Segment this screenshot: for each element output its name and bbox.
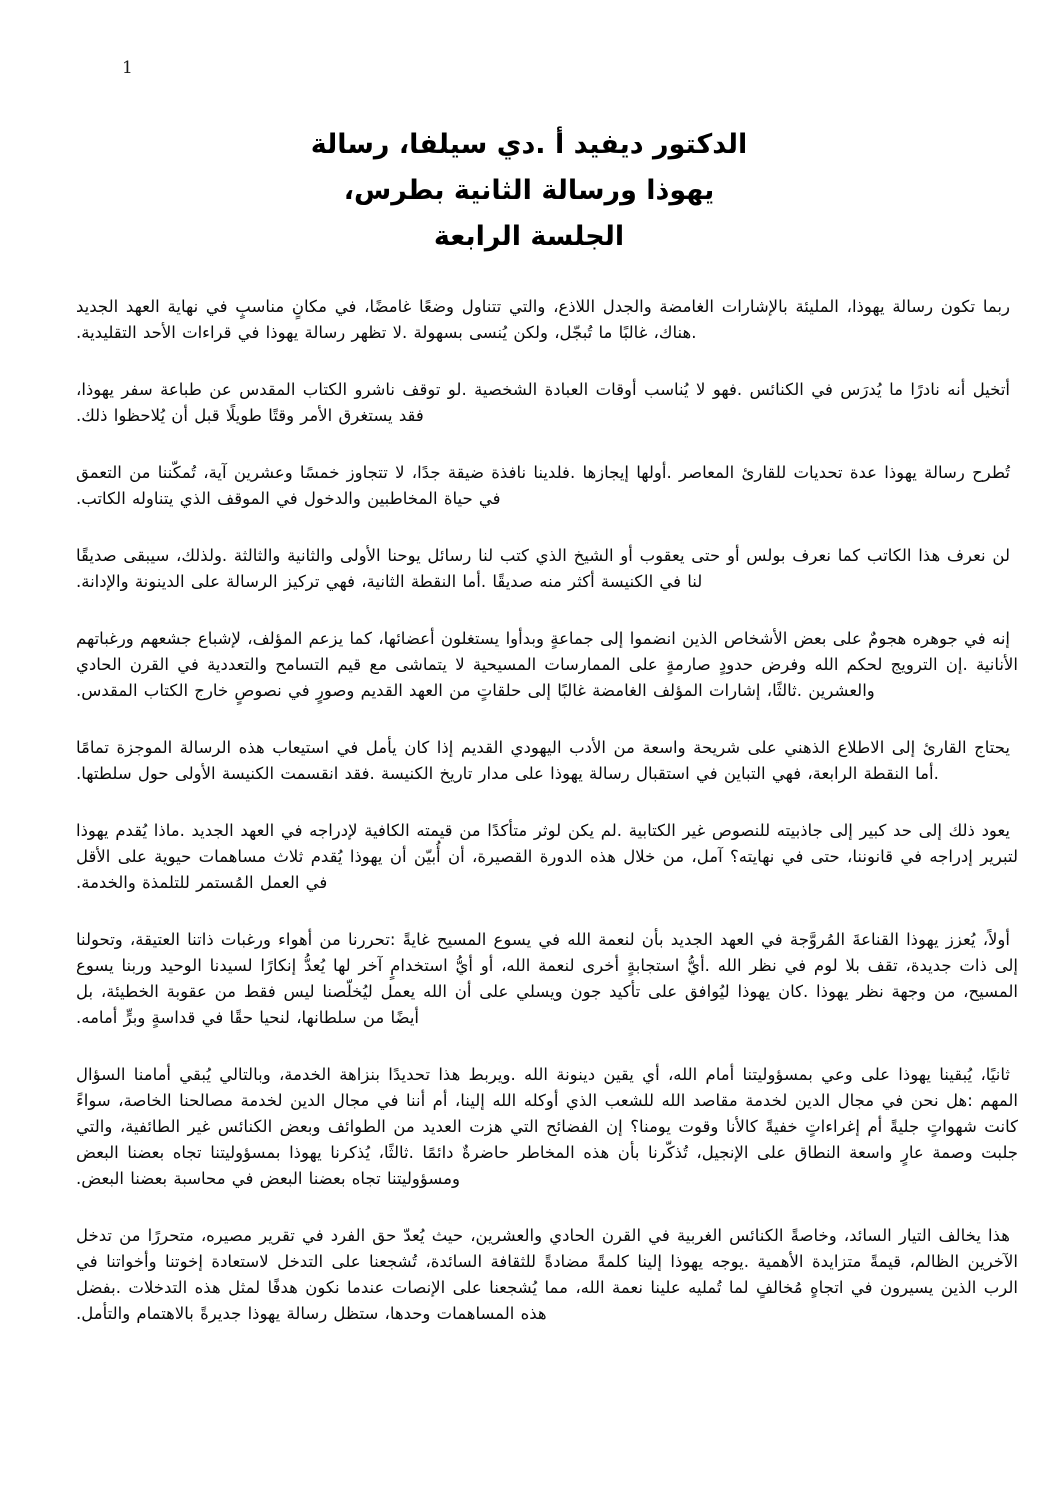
title-line-3: الجلسة الرابعة: [433, 221, 625, 252]
title-line-1: الدكتور ديفيد أ .دي سيلفا، رسالة: [310, 129, 748, 160]
paragraph-9: ثانيًا، يُبقينا يهوذا على وعي بمسؤوليتنا أمام الله، أي يقين دينونة الله .ويربط هذا تحديدًا بنزاهة الخدمة، وبالتالي يُبقي أمامنا السؤال المهم :هل نحن في مجال الدين لخدمة مقاصد الله للشعب الذي أوكله الله إلينا، أم أننا في مجال الدين لخدمة مصالحنا الخاصة، سواءً كانت شهواتٍ جليةً أم إغراءاتٍ خفيةً كالأنا وقوت يومنا؟ إن الفضائح التي هزت العديد من الطوائف وبعض الكنائس غير الطائفية، والتي جلبت وصمة عارٍ واسعة النطاق على الإنجيل، تُذكّرنا بأن هذه المخاطر حاضرةٌ دائمًا .ثالثًا، يُذكرنا يهوذا بمسؤوليتنا تجاه بعضنا البعض ومسؤوليتنا تجاه بعضنا البعض في محاسبة بعضنا البعض.: [76, 1065, 1018, 1188]
title-line-2: يهوذا ورسالة الثانية بطرس،: [343, 175, 715, 206]
paragraph-3: تُطرح رسالة يهوذا عدة تحديات للقارئ المعاصر .أولها إيجازها .فلدينا نافذة ضيقة جدًا، لا تتجاوز خمسًا وعشرين آية، تُمكّننا من التعمق في حياة المخاطبين والدخول في الموقف الذي يتناوله الكاتب.: [76, 463, 1010, 508]
paragraph-10: هذا يخالف التيار السائد، وخاصةً الكنائس الغربية في القرن الحادي والعشرين، حيث يُعدّ حق الفرد في تقرير مصيره، متحررًا من تدخل الآخرين الظالم، قيمةً متزايدة الأهمية .يوجه يهوذا إلينا كلمةً مضادةً للثقافة السائدة، تُشجعنا على التدخل لاستعادة إخوتنا وأخواتنا في الرب الذين يسيرون في اتجاهٍ مُخالفٍ لما تُمليه علينا نعمة الله، مما يُشجعنا على الإنصات عندما نكون هدفًا لمثل هذه التدخلات .بفضل هذه المساهمات وحدها، ستظل رسالة يهوذا جديرةً بالاهتمام والتأمل.: [76, 1226, 1018, 1323]
document-title: [0, 0, 1058, 260]
paragraph-1: ربما تكون رسالة يهوذا، المليئة بالإشارات الغامضة والجدل اللاذع، والتي تتناول وضعًا غامضًا، في مكانٍ مناسبٍ في نهاية العهد الجديد .هناك، غالبًا ما تُبجّل، ولكن يُنسى بسهولة .لا تظهر رسالة يهوذا في قراءات الأحد التقليدية.: [76, 297, 1010, 342]
paragraph-8: أولاً، يُعزز يهوذا القناعةَ المُروَّجة في العهد الجديد بأن لنعمة الله في يسوع المسيح غايةً :تحررنا من أهواء ورغبات ذاتنا العتيقة، وتحولنا إلى ذات جديدة، تقف بلا لوم في نظر الله .أيُّ استجابةٍ أخرى لنعمة الله، أو أيُّ استخدامٍ آخر لها يُعدُّ إنكارًا لسيدنا الوحيد وربنا يسوع المسيح، من وجهة نظر يهوذا .كان يهوذا ليُوافق على تأكيد جون ويسلي على أن الله يعمل ليُخلّصنا ليس فقط من عقوبة الخطيئة، بل أيضًا من سلطانها، لنحيا حقًا في قداسةٍ وبرٍّ أمامه.: [76, 930, 1018, 1027]
page-number: 1: [122, 58, 133, 78]
paragraph-7: يعود ذلك إلى حد كبير إلى جاذبيته للنصوص غير الكتابية .لم يكن لوثر متأكدًا من قيمته الكافية لإدراجه في العهد الجديد .ماذا يُقدم يهوذا لتبرير إدراجه في قانوننا، حتى في نهايته؟ آمل، من خلال هذه الدورة القصيرة، أن أُبيّن أن يهوذا يُقدم ثلاث مساهمات حيوية على الأقل في العمل المُستمر للتلمذة والخدمة.: [76, 821, 1018, 892]
paragraph-4: لن نعرف هذا الكاتب كما نعرف بولس أو حتى يعقوب أو الشيخ الذي كتب لنا رسائل يوحنا الأولى والثانية والثالثة .ولذلك، سيبقى صديقًا لنا في الكنيسة أكثر منه صديقًا .أما النقطة الثانية، فهي تركيز الرسالة على الدينونة والإدانة.: [76, 546, 1010, 591]
paragraph-5: إنه في جوهره هجومٌ على بعض الأشخاص الذين انضموا إلى جماعةٍ وبدأوا يستغلون أعضائها، كما يزعم المؤلف، لإشباع جشعهم ورغباتهم الأنانية .إن الترويج لحكم الله وفرض حدودٍ صارمةٍ على الممارسات المسيحية لا يتماشى مع قيم التسامح والتعددية في القرن الحادي والعشرين .ثالثًا، إشارات المؤلف الغامضة غالبًا إلى حلقاتٍ من العهد القديم وصورٍ في نصوصٍ خارج الكتاب المقدس.: [76, 629, 1018, 700]
paragraph-2: أتخيل أنه نادرًا ما يُدرَس في الكنائس .فهو لا يُناسب أوقات العبادة الشخصية .لو توقف ناشرو الكتاب المقدس عن طباعة سفر يهوذا، فقد يستغرق الأمر وقتًا طويلًا قبل أن يُلاحظوا ذلك.: [76, 380, 1010, 425]
document-body: [76, 294, 1018, 1327]
paragraph-6: يحتاج القارئ إلى الاطلاع الذهني على شريحة واسعة من الأدب اليهودي القديم إذا كان يأمل في استيعاب هذه الرسالة الموجزة تمامًا .أما النقطة الرابعة، فهي التباين في استقبال رسالة يهوذا على مدار تاريخ الكنيسة .فقد انقسمت الكنيسة الأولى حول سلطتها.: [76, 738, 1010, 783]
